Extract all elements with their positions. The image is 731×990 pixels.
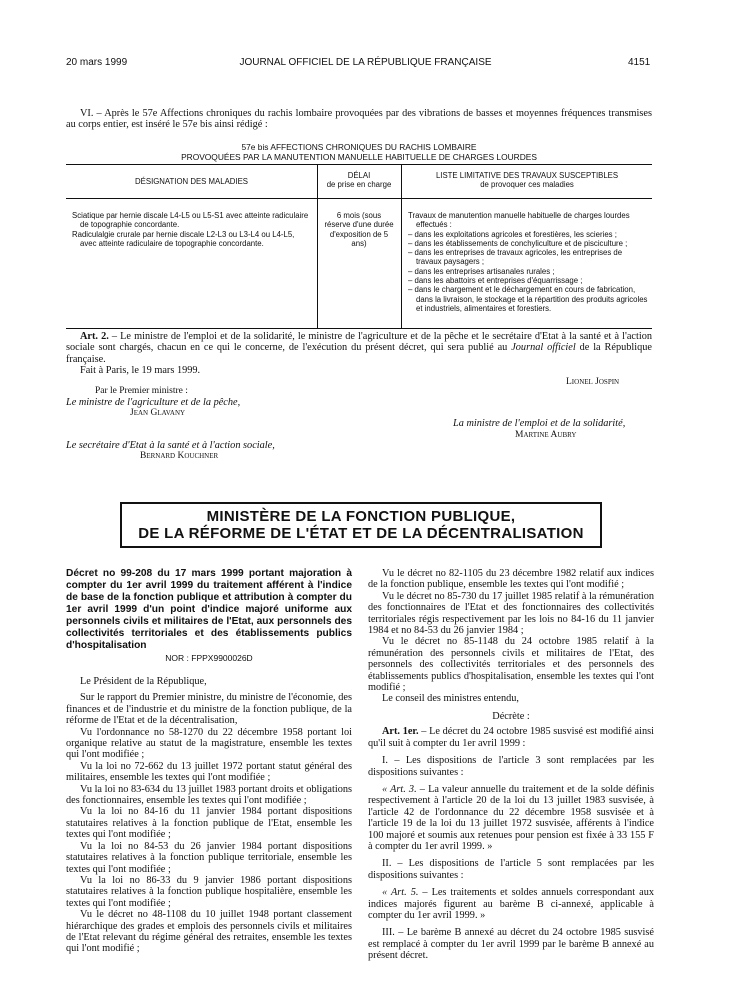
president-line: Le Président de la République, [80,676,207,687]
header-separator [66,198,652,199]
maladies-cell [72,211,310,248]
art1-paragraph [368,726,654,749]
sante-secretary-title: Le secrétaire d'Etat à la santé et à l'action sociale, [66,440,275,451]
header-page-number: 4151 [628,57,651,68]
section-vi-paragraph: VI. – Après le 57e Affections chroniques du rachis lombaire provoquées par des vibrations de basses et moyennes fréquences transmises au corps entier, est inséré le 57e bis ainsi rédigé : [66,108,652,131]
header-delai-line1: DÉLAI [347,171,371,180]
art2-text: – Le ministre de l'emploi et de la solidarité, le ministre de l'agriculture et de la pêche et le secrétaire d'Etat à la santé et à l'action sociale sont chargés, chacun en ce qui le concerne, de l'exécution du présent décret, qui sera publié au [66,331,653,354]
visa-paragraph: Vu la loi no 83-634 du 13 juillet 1983 portant droits et obligations des fonctionnaires, ensemble les textes qui l'ont modifiée ; [66,783,352,807]
delai-cell: 6 mois (sous réserve d'une durée d'exposition de 5 ans) [324,211,394,248]
point-i-paragraph: I. – Les dispositions de l'article 3 sont remplacées par les dispositions suivantes : [368,755,654,778]
fait-a-paris: Fait à Paris, le 19 mars 1999. [80,365,201,376]
point-ii-paragraph: II. – Les dispositions de l'article 5 sont remplacées par les dispositions suivantes : [368,858,654,881]
decrete-line: Décrète : [492,710,530,722]
art3-paragraph [368,784,654,852]
maladie-radiculalgie: Radiculalgie crurale par hernie discale L2-L3 ou L3-L4 ou L4-L5, avec atteinte radiculaire de topographie concordante. [72,229,295,248]
occupational-disease-table [66,164,652,329]
decree-left-column [66,676,352,955]
art1-text: – Le décret du 24 octobre 1985 susvisé est modifié ainsi qu'il suit à compter du 1er avril 1999 : [368,726,654,749]
art1-label: Art. 1er. [382,726,419,738]
decree-title: Décret no 99-208 du 17 mars 1999 portant majoration à compter du 1er avril 1999 du traitement afférent à l'indice de base de la fonction publique et attribution à compter du 1er avril 1999 d'un point d'indice majoré uniforme aux personnels civils et militaires de l'Etat, aux personnels des collectivités territoriales et des établissements publics d'hospitalisation [66,568,352,651]
art2-journal: Journal officiel [511,342,576,354]
header-designation: DÉSIGNATION DES MALADIES [135,177,248,186]
decree-nor: NOR : FPPX9900026D [165,653,253,663]
travaux-item: – dans le chargement et le déchargement en cours de fabrication, dans la livraison, le stockage et la répartition des produits agricoles et industriels, alimentaires et forestiers. [408,285,648,313]
travaux-item: – dans les entreprises de travaux agricoles, les entreprises de travaux paysagers ; [408,248,623,267]
visa-paragraph: Vu la loi no 72-662 du 13 juillet 1972 portant statut général des militaires, ensemble les textes qui l'ont modifiée ; [66,760,352,784]
visa-paragraph: Vu le décret no 48-1108 du 10 juillet 1948 portant classement hiérarchique des grades et emplois des personnels civils et militaires de l'Etat relevant du régime général des retraites, ensemble les textes qui l'ont modifié ; [66,909,352,955]
travaux-item: – dans les établissements de conchyliculture et de pisciculture ; [408,238,628,248]
travaux-item: – dans les exploitations agricoles et forestières, les scieries ; [408,229,617,239]
art3-label: « Art. 3. [382,783,417,795]
header-date: 20 mars 1999 [66,57,128,68]
art3-text: – La valeur annuelle du traitement et de la solde définis respectivement à l'article 20 de la loi du 13 juillet 1983 susvisée, à l'article 42 de l'ordonnance du 22 décembre 1958 susvisée et à l'article 19 de la loi du 13 juillet 1972 susvisée, afférents à l'indice 100 majoré et soumis aux retenues pour pension est fixée à 33 155 F à compter du 1er avril 1999. » [368,783,654,852]
art5-text: – Les traitements et soldes annuels correspondant aux indices majorés figurent au barème B ci-annexé, applicable à compter du 1er avril 1999. » [368,887,654,921]
maladie-sciatique: Sciatique par hernie discale L4-L5 ou L5-S1 avec atteinte radiculaire de topographie concordante. [72,211,309,230]
visa-paragraph: Vu le décret no 85-730 du 17 juillet 1985 relatif à la rémunération des fonctionnaires de l'Etat et des fonctionnaires des collectivités territoriales régis respectivement par les lois no 84-16 du 11 janvier 1984 et no 84-53 du 26 janvier 1984 ; [368,590,654,637]
header-travaux-line2: de provoquer ces maladies [480,180,574,190]
table-title-line1: 57e bis AFFECTIONS CHRONIQUES DU RACHIS LOMBAIRE [241,142,477,152]
visa-paragraph: Vu la loi no 84-16 du 11 janvier 1984 portant dispositions statutaires relatives à la fonction publique de l'Etat, ensemble les textes qui l'ont modifiée ; [66,806,352,841]
art2-label: Art. 2. [80,331,109,342]
travaux-item: Travaux de manutention manuelle habituelle de charges lourdes effectués : [408,211,630,230]
table-title-line2: PROVOQUÉES PAR LA MANUTENTION MANUELLE HABITUELLE DE CHARGES LOURDES [181,152,537,162]
visa-paragraph: Vu le décret no 85-1148 du 24 octobre 1985 relatif à la rémunération des personnels civils et militaires de l'Etat, des personnels des collectivités territoriales et des personnels des établissements publics d'hospitalisation, ensemble les textes qui l'ont modifié ; [368,636,654,694]
agriculture-minister-title: Le ministre de l'agriculture et de la pêche, [66,397,241,408]
travaux-cell [408,211,648,313]
art5-paragraph [368,887,654,921]
signature-agriculture: Jean Glavany [130,408,186,418]
art5-label: « Art. 5. [382,887,419,899]
travaux-item: – dans les abattoirs et entreprises d'équarrissage ; [408,276,583,286]
header-travaux-line1: LISTE LIMITATIVE DES TRAVAUX SUSCEPTIBLES [435,171,619,180]
table-title [66,142,652,162]
art2-paragraph [66,331,652,365]
signature-sante: Bernard Kouchner [140,451,219,461]
ministry-banner [120,502,602,548]
point-iii-paragraph: III. – Le barème B annexé au décret du 24 octobre 1985 susvisé est remplacé à compter du 1er avril 1999 par le barème B annexé au présent décret. [368,927,654,962]
visa-paragraph: Vu la loi no 84-53 du 26 janvier 1984 portant dispositions statutaires relatives à la fonction publique territoriale, ensemble les textes qui l'ont modifiée ; [66,840,352,875]
decree-right-column [368,568,654,962]
header-delai-line2: de prise en charge [326,180,392,190]
header-journal-title: JOURNAL OFFICIEL DE LA RÉPUBLIQUE FRANÇAISE [239,57,492,68]
header-travaux [402,171,652,190]
ministry-banner-line2: DE LA RÉFORME DE L'ÉTAT ET DE LA DÉCENTRALISATION [138,525,584,542]
travaux-item: – dans les entreprises artisanales rurales ; [408,266,555,276]
visa-paragraph: Vu l'ordonnance no 58-1270 du 22 décembre 1958 portant loi organique relative au statut de la magistrature, ensemble les textes qui l'ont modifiée ; [66,726,352,761]
ministry-banner-line1: MINISTÈRE DE LA FONCTION PUBLIQUE, [206,508,516,525]
visa-paragraph: Sur le rapport du Premier ministre, du ministre de l'économie, des finances et de l'industrie et du ministre de la fonction publique, de la réforme de l'Etat et de la décentralisation, [66,692,352,727]
header-delai [317,171,401,190]
par-premier-ministre: Par le Premier ministre : [95,386,188,396]
conseil-line: Le conseil des ministres entendu, [382,693,519,705]
art2-text-end: de la République française. [66,342,652,365]
visa-paragraph: Vu la loi no 86-33 du 9 janvier 1986 portant dispositions statutaires relatives à la fonction publique hospitalière, ensemble les textes qui l'ont modifiée ; [66,874,352,909]
visa-paragraph: Vu le décret no 82-1105 du 23 décembre 1982 relatif aux indices de la fonction publique, ensemble les textes qui l'ont modifié ; [368,568,654,591]
signature-premier-ministre: Lionel Jospin [566,377,620,387]
emploi-minister-title: La ministre de l'emploi et de la solidarité, [453,418,626,429]
signature-emploi: Martine Aubry [515,430,577,440]
